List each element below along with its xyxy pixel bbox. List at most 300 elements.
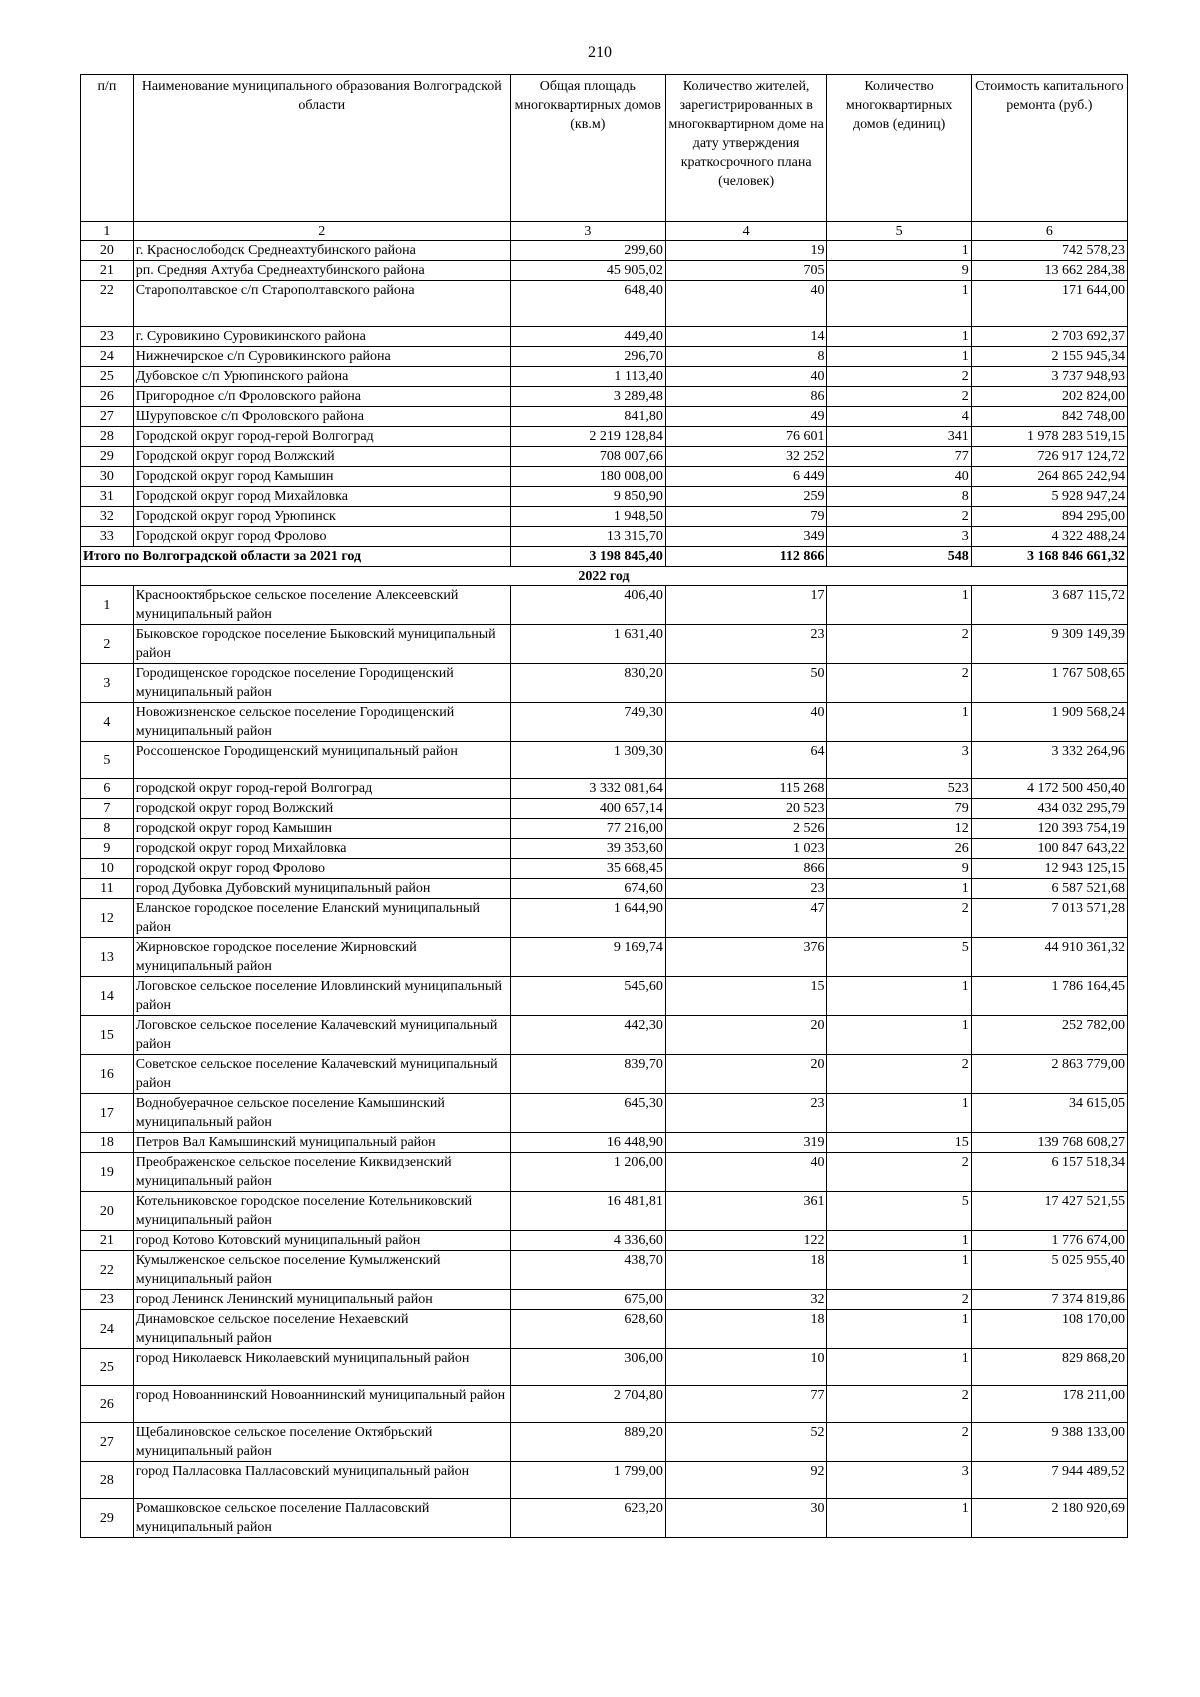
row-name: г. Краснослободск Среднеахтубинского района [133,241,510,261]
rows-2022 [81,586,1128,1538]
row-cost: 3 687 115,72 [971,586,1127,625]
row-residents: 20 [665,1055,827,1094]
row-index: 6 [81,779,134,799]
column-number: 6 [971,222,1127,241]
row-area: 16 481,81 [510,1192,665,1231]
row-residents: 40 [665,281,827,327]
row-houses: 8 [827,487,971,507]
table-row [81,1094,1128,1133]
row-houses: 523 [827,779,971,799]
row-residents: 18 [665,1310,827,1349]
row-index: 11 [81,879,134,899]
row-name: город Николаевск Николаевский муниципальный район [133,1349,510,1386]
row-index: 25 [81,1349,134,1386]
row-name: Городской округ город Волжский [133,447,510,467]
table-row [81,507,1128,527]
row-area: 4 336,60 [510,1231,665,1251]
row-residents: 40 [665,1153,827,1192]
row-residents: 50 [665,664,827,703]
row-area: 9 169,74 [510,938,665,977]
row-area: 39 353,60 [510,839,665,859]
table-row [81,1290,1128,1310]
table-row [81,1499,1128,1538]
row-cost: 2 155 945,34 [971,347,1127,367]
row-houses: 79 [827,799,971,819]
column-number: 3 [510,222,665,241]
row-houses: 2 [827,1290,971,1310]
column-number: 5 [827,222,971,241]
row-houses: 1 [827,586,971,625]
col-header-residents: Количество жителей, зарегистрированных в многоквартирном доме на дату утверждения краткосрочного плана (человек) [665,75,827,222]
row-houses: 2 [827,367,971,387]
row-name: Преображенское сельское поселение Киквидзенский муниципальный район [133,1153,510,1192]
row-area: 1 309,30 [510,742,665,779]
row-cost: 7 944 489,52 [971,1462,1127,1499]
row-area: 1 644,90 [510,899,665,938]
row-index: 27 [81,1423,134,1462]
row-houses: 12 [827,819,971,839]
row-cost: 108 170,00 [971,1310,1127,1349]
col-header-cost: Стоимость капитального ремонта (руб.) [971,75,1127,222]
row-name: Городской округ город-герой Волгоград [133,427,510,447]
table-row [81,447,1128,467]
row-area: 3 289,48 [510,387,665,407]
row-area: 180 008,00 [510,467,665,487]
row-name: городской округ город Фролово [133,859,510,879]
row-area: 623,20 [510,1499,665,1538]
row-name: Ромашковское сельское поселение Палласовский муниципальный район [133,1499,510,1538]
table-row [81,1251,1128,1290]
row-cost: 7 013 571,28 [971,899,1127,938]
row-residents: 92 [665,1462,827,1499]
col-header-area: Общая площадь многоквартирных домов (кв.м) [510,75,665,222]
row-houses: 2 [827,1055,971,1094]
row-houses: 2 [827,1386,971,1423]
capital-repair-table [80,74,1128,1538]
row-name: город Новоаннинский Новоаннинский муниципальный район [133,1386,510,1423]
row-residents: 77 [665,1386,827,1423]
row-index: 1 [81,586,134,625]
row-houses: 2 [827,625,971,664]
row-area: 839,70 [510,1055,665,1094]
row-cost: 1 786 164,45 [971,977,1127,1016]
row-houses: 1 [827,241,971,261]
row-residents: 866 [665,859,827,879]
table-row [81,281,1128,327]
row-area: 3 332 081,64 [510,779,665,799]
row-houses: 1 [827,281,971,327]
row-residents: 86 [665,387,827,407]
row-name: город Котово Котовский муниципальный район [133,1231,510,1251]
row-houses: 2 [827,1153,971,1192]
row-name: Новожизненское сельское поселение Городищенский муниципальный район [133,703,510,742]
row-cost: 120 393 754,19 [971,819,1127,839]
table-row [81,1462,1128,1499]
row-area: 45 905,02 [510,261,665,281]
row-cost: 1 909 568,24 [971,703,1127,742]
row-index: 23 [81,327,134,347]
table-row [81,859,1128,879]
row-index: 24 [81,347,134,367]
row-residents: 47 [665,899,827,938]
row-area: 1 948,50 [510,507,665,527]
row-index: 28 [81,427,134,447]
row-cost: 139 768 608,27 [971,1133,1127,1153]
row-name: Котельниковское городское поселение Котельниковский муниципальный район [133,1192,510,1231]
row-index: 14 [81,977,134,1016]
row-houses: 4 [827,407,971,427]
row-cost: 3 737 948,93 [971,367,1127,387]
page-number: 210 [588,44,612,61]
table-row [81,586,1128,625]
row-residents: 52 [665,1423,827,1462]
table-row [81,1423,1128,1462]
row-index: 5 [81,742,134,779]
table-row [81,703,1128,742]
row-name: город Палласовка Палласовский муниципальный район [133,1462,510,1499]
table-row [81,899,1128,938]
row-residents: 30 [665,1499,827,1538]
row-index: 30 [81,467,134,487]
row-residents: 40 [665,367,827,387]
row-residents: 20 523 [665,799,827,819]
row-area: 438,70 [510,1251,665,1290]
row-index: 12 [81,899,134,938]
row-name: Городской округ город Камышин [133,467,510,487]
row-index: 20 [81,1192,134,1231]
row-area: 545,60 [510,977,665,1016]
row-houses: 2 [827,387,971,407]
table-row [81,487,1128,507]
row-houses: 77 [827,447,971,467]
row-name: городской округ город Волжский [133,799,510,819]
row-index: 26 [81,1386,134,1423]
row-index: 8 [81,819,134,839]
row-houses: 1 [827,327,971,347]
table-row [81,799,1128,819]
row-area: 35 668,45 [510,859,665,879]
row-cost: 4 322 488,24 [971,527,1127,547]
row-index: 21 [81,1231,134,1251]
table-row [81,879,1128,899]
table-row [81,261,1128,281]
row-index: 13 [81,938,134,977]
column-number: 4 [665,222,827,241]
row-residents: 76 601 [665,427,827,447]
row-cost: 13 662 284,38 [971,261,1127,281]
row-cost: 5 025 955,40 [971,1251,1127,1290]
table-row [81,625,1128,664]
row-name: Воднобуерачное сельское поселение Камышинский муниципальный район [133,1094,510,1133]
table-row [81,664,1128,703]
row-area: 889,20 [510,1423,665,1462]
row-index: 2 [81,625,134,664]
row-cost: 202 824,00 [971,387,1127,407]
row-cost: 178 211,00 [971,1386,1127,1423]
row-index: 25 [81,367,134,387]
row-index: 29 [81,1499,134,1538]
row-index: 18 [81,1133,134,1153]
row-area: 400 657,14 [510,799,665,819]
row-cost: 5 928 947,24 [971,487,1127,507]
row-area: 708 007,66 [510,447,665,467]
table-row [81,1310,1128,1349]
row-area: 296,70 [510,347,665,367]
table-row [81,1153,1128,1192]
row-residents: 6 449 [665,467,827,487]
row-houses: 2 [827,507,971,527]
row-index: 22 [81,1251,134,1290]
table-row [81,527,1128,547]
row-residents: 32 252 [665,447,827,467]
row-cost: 6 587 521,68 [971,879,1127,899]
row-index: 23 [81,1290,134,1310]
row-residents: 17 [665,586,827,625]
row-name: Щебалиновское сельское поселение Октябрьский муниципальный район [133,1423,510,1462]
row-residents: 15 [665,977,827,1016]
row-area: 449,40 [510,327,665,347]
row-name: Городищенское городское поселение Городищенский муниципальный район [133,664,510,703]
table-row [81,1231,1128,1251]
row-name: Быковское городское поселение Быковский муниципальный район [133,625,510,664]
table-row [81,977,1128,1016]
row-name: Жирновское городское поселение Жирновский муниципальный район [133,938,510,977]
row-area: 648,40 [510,281,665,327]
row-cost: 4 172 500 450,40 [971,779,1127,799]
row-index: 21 [81,261,134,281]
row-area: 2 704,80 [510,1386,665,1423]
row-name: рп. Средняя Ахтуба Среднеахтубинского района [133,261,510,281]
row-residents: 18 [665,1251,827,1290]
column-number-row [81,222,1128,241]
row-cost: 9 388 133,00 [971,1423,1127,1462]
row-residents: 705 [665,261,827,281]
rows-2021 [81,241,1128,547]
row-name: Нижнечирское с/п Суровикинского района [133,347,510,367]
table-row [81,427,1128,447]
row-cost: 1 978 283 519,15 [971,427,1127,447]
year-2022-label: 2022 год [81,567,1128,586]
table-row [81,839,1128,859]
row-name: Петров Вал Камышинский муниципальный район [133,1133,510,1153]
row-index: 24 [81,1310,134,1349]
row-index: 20 [81,241,134,261]
row-index: 27 [81,407,134,427]
row-name: Еланское городское поселение Еланский муниципальный район [133,899,510,938]
row-cost: 264 865 242,94 [971,467,1127,487]
row-index: 15 [81,1016,134,1055]
row-area: 645,30 [510,1094,665,1133]
table-row [81,387,1128,407]
row-cost: 2 703 692,37 [971,327,1127,347]
row-area: 77 216,00 [510,819,665,839]
row-name: Кумылженское сельское поселение Кумылженский муниципальный район [133,1251,510,1290]
row-area: 1 631,40 [510,625,665,664]
row-cost: 12 943 125,15 [971,859,1127,879]
row-name: Городской округ город Фролово [133,527,510,547]
row-index: 7 [81,799,134,819]
row-residents: 23 [665,879,827,899]
row-index: 22 [81,281,134,327]
row-name: Старополтавское с/п Старополтавского района [133,281,510,327]
total-houses: 548 [827,547,971,567]
total-residents: 112 866 [665,547,827,567]
row-name: Городской округ город Михайловка [133,487,510,507]
row-name: Краснооктябрьское сельское поселение Алексеевский муниципальный район [133,586,510,625]
table-row [81,1192,1128,1231]
row-area: 749,30 [510,703,665,742]
row-residents: 361 [665,1192,827,1231]
row-cost: 44 910 361,32 [971,938,1127,977]
row-cost: 1 767 508,65 [971,664,1127,703]
row-residents: 259 [665,487,827,507]
row-name: городской округ город Камышин [133,819,510,839]
row-area: 675,00 [510,1290,665,1310]
row-index: 9 [81,839,134,859]
row-residents: 122 [665,1231,827,1251]
row-houses: 1 [827,347,971,367]
row-area: 9 850,90 [510,487,665,507]
row-area: 13 315,70 [510,527,665,547]
row-houses: 26 [827,839,971,859]
row-houses: 3 [827,527,971,547]
row-cost: 100 847 643,22 [971,839,1127,859]
table-row [81,779,1128,799]
row-cost: 7 374 819,86 [971,1290,1127,1310]
column-number: 1 [81,222,134,241]
row-name: городской округ город-герой Волгоград [133,779,510,799]
row-index: 10 [81,859,134,879]
total-area: 3 198 845,40 [510,547,665,567]
row-name: город Дубовка Дубовский муниципальный район [133,879,510,899]
row-houses: 1 [827,879,971,899]
row-cost: 252 782,00 [971,1016,1127,1055]
row-area: 830,20 [510,664,665,703]
row-area: 306,00 [510,1349,665,1386]
table-row [81,1055,1128,1094]
row-residents: 32 [665,1290,827,1310]
table-row [81,327,1128,347]
row-residents: 79 [665,507,827,527]
row-name: г. Суровикино Суровикинского района [133,327,510,347]
row-area: 841,80 [510,407,665,427]
row-houses: 1 [827,977,971,1016]
row-index: 17 [81,1094,134,1133]
row-houses: 3 [827,742,971,779]
total-label: Итого по Волгоградской области за 2021 год [81,547,511,567]
table-row [81,742,1128,779]
col-header-houses: Количество многоквартирных домов (единиц) [827,75,971,222]
row-residents: 23 [665,625,827,664]
row-area: 442,30 [510,1016,665,1055]
total-2021-row [81,547,1128,567]
row-houses: 1 [827,1251,971,1290]
row-name: городской округ город Михайловка [133,839,510,859]
row-index: 28 [81,1462,134,1499]
row-name: Пригородное с/п Фроловского района [133,387,510,407]
row-houses: 1 [827,703,971,742]
row-area: 2 219 128,84 [510,427,665,447]
row-name: Городской округ город Урюпинск [133,507,510,527]
row-houses: 1 [827,1310,971,1349]
row-residents: 1 023 [665,839,827,859]
row-index: 32 [81,507,134,527]
row-residents: 20 [665,1016,827,1055]
table-row [81,367,1128,387]
table-row [81,1349,1128,1386]
row-residents: 49 [665,407,827,427]
row-houses: 1 [827,1016,971,1055]
header-row [81,75,1128,222]
row-cost: 1 776 674,00 [971,1231,1127,1251]
row-index: 19 [81,1153,134,1192]
row-area: 1 799,00 [510,1462,665,1499]
row-cost: 434 032 295,79 [971,799,1127,819]
col-header-index: п/п [81,75,134,222]
row-residents: 10 [665,1349,827,1386]
row-residents: 40 [665,703,827,742]
row-residents: 14 [665,327,827,347]
row-houses: 40 [827,467,971,487]
row-houses: 5 [827,1192,971,1231]
row-residents: 376 [665,938,827,977]
row-index: 16 [81,1055,134,1094]
row-index: 26 [81,387,134,407]
year-2022-row [81,567,1128,586]
row-houses: 1 [827,1094,971,1133]
row-cost: 2 863 779,00 [971,1055,1127,1094]
table-row [81,1133,1128,1153]
row-name: Динамовское сельское поселение Нехаевский муниципальный район [133,1310,510,1349]
table-row [81,819,1128,839]
row-cost: 9 309 149,39 [971,625,1127,664]
row-cost: 34 615,05 [971,1094,1127,1133]
row-residents: 115 268 [665,779,827,799]
row-residents: 64 [665,742,827,779]
row-index: 29 [81,447,134,467]
row-name: город Ленинск Ленинский муниципальный район [133,1290,510,1310]
row-houses: 1 [827,1349,971,1386]
row-name: Логовское сельское поселение Калачевский муниципальный район [133,1016,510,1055]
column-number: 2 [133,222,510,241]
row-residents: 319 [665,1133,827,1153]
row-area: 1 206,00 [510,1153,665,1192]
row-area: 299,60 [510,241,665,261]
row-index: 33 [81,527,134,547]
row-cost: 17 427 521,55 [971,1192,1127,1231]
row-houses: 2 [827,899,971,938]
row-area: 406,40 [510,586,665,625]
row-cost: 742 578,23 [971,241,1127,261]
row-residents: 19 [665,241,827,261]
row-area: 628,60 [510,1310,665,1349]
row-houses: 1 [827,1499,971,1538]
table-row [81,938,1128,977]
row-cost: 829 868,20 [971,1349,1127,1386]
row-residents: 2 526 [665,819,827,839]
row-houses: 15 [827,1133,971,1153]
row-residents: 8 [665,347,827,367]
row-houses: 1 [827,1231,971,1251]
row-index: 31 [81,487,134,507]
row-index: 4 [81,703,134,742]
row-houses: 2 [827,664,971,703]
row-name: Шуруповское с/п Фроловского района [133,407,510,427]
row-name: Россошенское Городищенский муниципальный район [133,742,510,779]
row-area: 1 113,40 [510,367,665,387]
table-row [81,241,1128,261]
row-cost: 171 644,00 [971,281,1127,327]
